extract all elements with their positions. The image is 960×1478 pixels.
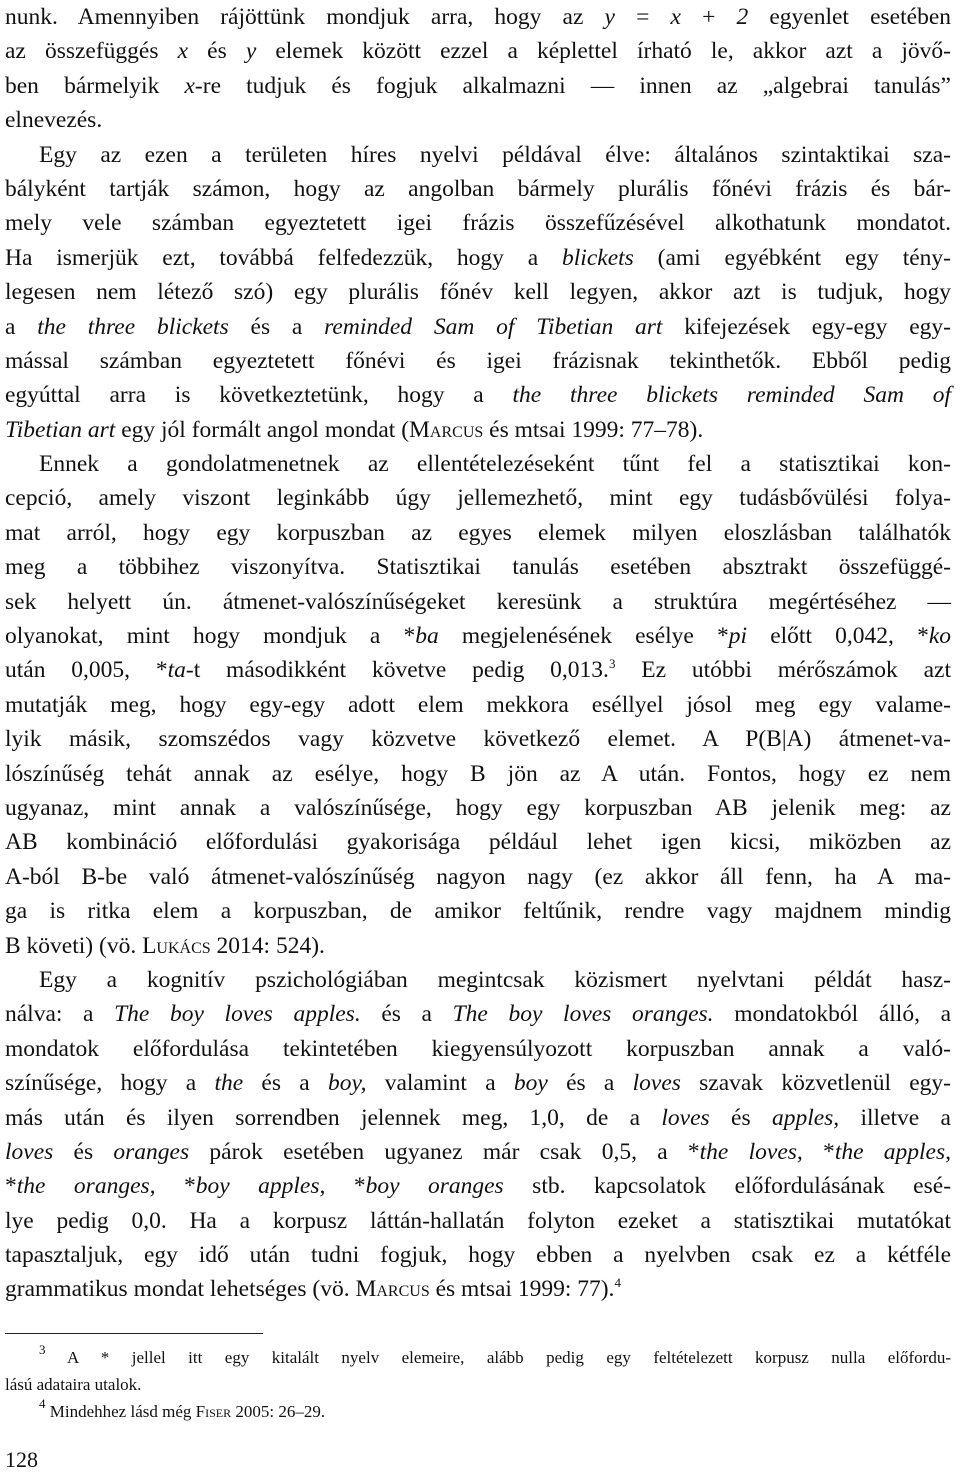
text-line: színűsége, hogy a the és a boy, valamint a boy és a loves szavak közvetlenül egy-	[5, 1070, 951, 1097]
text-line: ben bármelyik x-re tudjuk és fogjuk alkalmazni — innen az „algebrai tanulás”	[5, 72, 951, 99]
text-line: a the three blickets és a reminded Sam of Tibetian art kifejezések egy-egy egy-	[5, 313, 951, 340]
text-line: Tibetian art egy jól formált angol mondat (Marcus és mtsai 1999: 77–78).	[5, 416, 704, 443]
text-line: cepció, amely viszont leginkább úgy jellemezhető, mint egy tudásbővülési folya-	[5, 485, 951, 512]
text-line: ugyanaz, mint annak a valószínűsége, hogy egy korpuszban AB jelenik meg: az	[5, 794, 951, 821]
text-line: Ha ismerjük ezt, továbbá felfedezzük, hogy a blickets (ami egyébként egy tény-	[5, 244, 951, 271]
text-line: lyik másik, szomszédos vagy közvetve következő elemet. A P(B|A) átmenet-va-	[5, 726, 951, 753]
page-number: 128	[5, 1447, 38, 1472]
text-line: mással számban egyeztetett főnévi és igei frázisnak tekinthetők. Ebből pedig	[5, 347, 951, 374]
text-line: elnevezés.	[5, 107, 103, 134]
text-line: mondatok előfordulása tekintetében kiegyensúlyozott korpuszban annak a való-	[5, 1035, 951, 1062]
footnote-3: $^3$ A * jellel itt egy kitalált nyelv elemeire, alább pedig egy feltételezett korpusz nulla előfordu-	[39, 1342, 951, 1367]
text-line: lye pedig 0,0. Ha a korpusz láttán-hallatán folyton ezeket a statisztikai mutatókat	[5, 1207, 951, 1234]
text-line: AB kombináció előfordulási gyakorisága például lehet igen kicsi, miközben az	[5, 829, 951, 856]
text-line: sek helyett ún. átmenet-valószínűségeket keresünk a struktúra megértéséhez —	[5, 588, 951, 615]
text-line: legesen nem létező szó) egy plurális főnév kell legyen, akkor azt is tudjuk, hogy	[5, 279, 951, 306]
footnotes	[5, 1344, 951, 1425]
body-text	[5, 0, 951, 1307]
text-line: mat arról, hogy egy korpuszban az egyes elemek milyen eloszlásban találhatók	[5, 519, 951, 546]
footnote-3-cont: lású adataira utalok.	[5, 1375, 142, 1394]
text-line: grammatikus mondat lehetséges (vö. Marcus és mtsai 1999: 77).$^4$	[5, 1275, 621, 1303]
text-line: nunk. Amennyiben rájöttünk mondjuk arra, hogy az y = x + 2 egyenlet esetében	[5, 4, 951, 30]
text-line: *the oranges, *boy apples, *boy oranges stb. kapcsolatok előfordulásának esé-	[5, 1173, 952, 1200]
text-line: tapasztaljuk, egy idő után tudni fogjuk, hogy ebben a nyelvben csak ez a kétféle	[5, 1242, 951, 1269]
text-line: B követi) (vö. Lukács 2014: 524).	[5, 932, 325, 959]
text-line: után 0,005, *ta-t másodikként követve pedig 0,013.$^3$ Ez utóbbi mérőszámok azt	[5, 656, 951, 684]
text-line: lószínűség tehát annak az esélye, hogy B jön az A után. Fontos, hogy ez nem	[5, 760, 951, 787]
text-line: A-ból B-be való átmenet-valószínűség nagyon nagy (ez akkor áll fenn, ha A ma-	[5, 863, 951, 890]
text-line: mely vele számban egyeztetett igei frázis összefűzésével alkothatunk mondatot.	[5, 210, 951, 237]
text-line: nálva: a The boy loves apples. és a The boy loves oranges. mondatokból álló, a	[5, 1001, 952, 1028]
text-line: olyanokat, mint hogy mondjuk a *ba megjelenésének esélye *pi előtt 0,042, *ko	[5, 623, 952, 650]
text-line: ga is ritka elem a korpuszban, de amikor feltűnik, rendre vagy majdnem mindig	[5, 898, 951, 925]
text-line: loves és oranges párok esetében ugyanez már csak 0,5, a *the loves, *the apples,	[5, 1138, 952, 1165]
text-line: meg a többihez viszonyítva. Statisztikai tanulás esetében absztrakt összefüggé-	[5, 554, 951, 581]
text-line: az összefüggés x és y elemek között ezzel a képlettel írható le, akkor azt a jövő-	[5, 38, 952, 65]
text-line: mutatják meg, hogy egy-egy adott elem mekkora eséllyel jósol meg egy valame-	[5, 691, 951, 718]
text-line: Egy a kognitív pszichológiában megintcsak közismert nyelvtani példát hasz-	[39, 966, 951, 993]
text-line: Egy az ezen a területen híres nyelvi példával élve: általános szintaktikai sza-	[39, 141, 951, 168]
footnote-4: $^4$ Mindehhez lásd még Fiser 2005: 26–29.	[39, 1396, 326, 1421]
footnote-divider	[5, 1333, 263, 1334]
text-line: Ennek a gondolatmenetnek az ellentételezéseként tűnt fel a statisztikai kon-	[39, 451, 951, 478]
text-line: bályként tartják számon, hogy az angolban bármely plurális főnévi frázis és bár-	[5, 175, 951, 202]
text-line: más után és ilyen sorrendben jelennek meg, 1,0, de a loves és apples, illetve a	[5, 1104, 951, 1131]
text-line: egyúttal arra is következtetünk, hogy a the three blickets reminded Sam of	[5, 382, 952, 409]
